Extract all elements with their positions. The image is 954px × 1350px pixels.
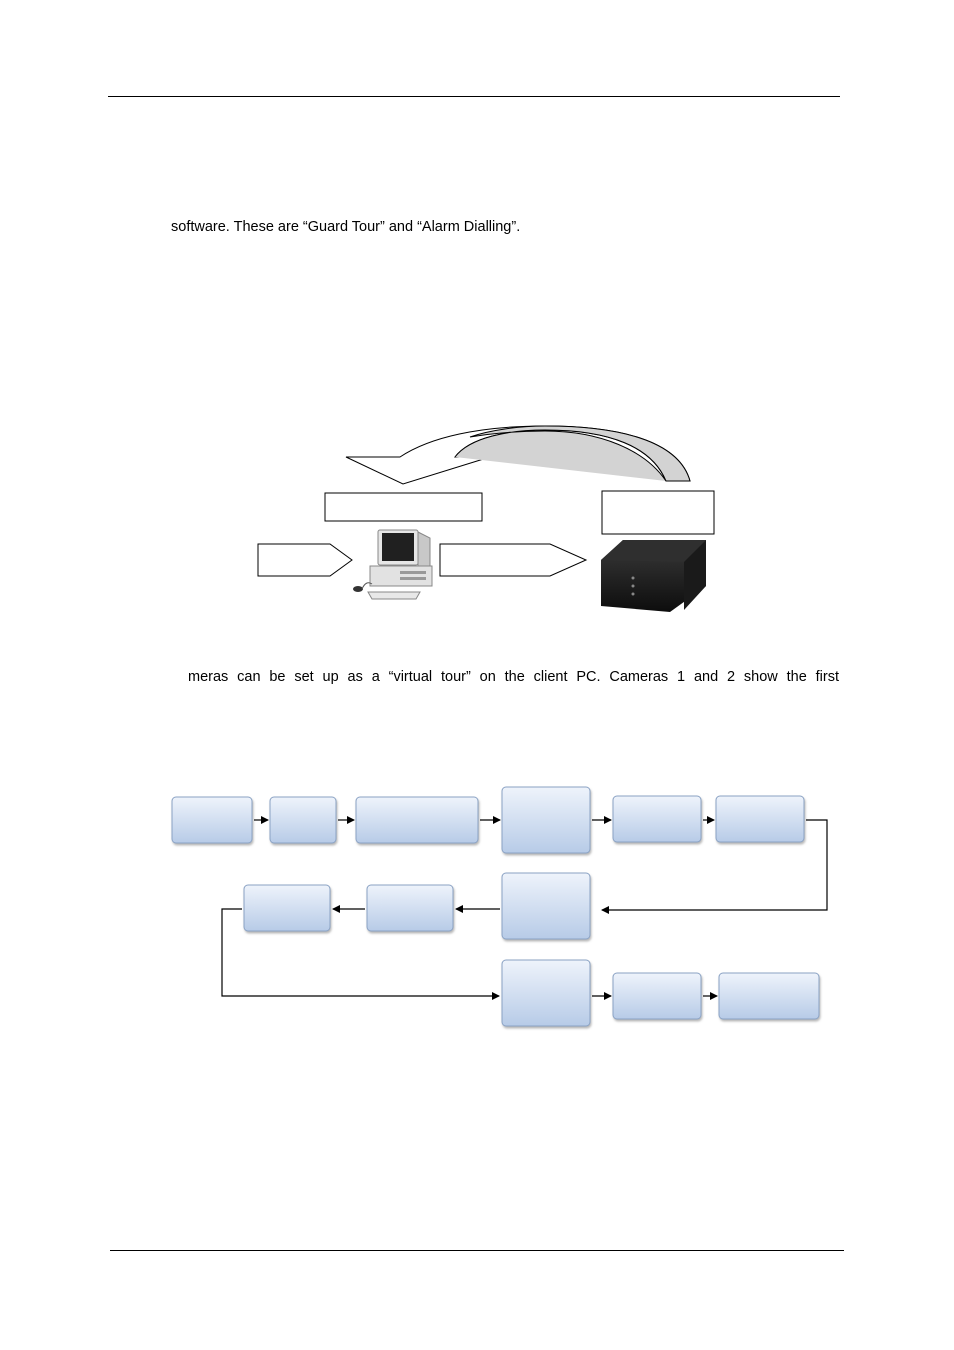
flow-box-4 [502, 787, 590, 853]
flow-box-6 [716, 796, 804, 842]
flow-box-7 [502, 873, 590, 939]
flow-box-12 [719, 973, 819, 1019]
flow-box-1 [172, 797, 252, 843]
flow-box-11 [613, 973, 701, 1019]
flow-box-9 [244, 885, 330, 931]
flow-box-3 [356, 797, 478, 843]
footer-rule [110, 1250, 844, 1251]
flow-box-8 [367, 885, 453, 931]
paragraph-2: meras can be set up as a “virtual tour” on the client PC. Cameras 1 and 2 show the first [188, 669, 839, 685]
paragraph-1: software. These are “Guard Tour” and “Alarm Dialling”. [171, 219, 521, 235]
flow-box-5 [613, 796, 701, 842]
flow-box-2 [270, 797, 336, 843]
flow-box-10 [502, 960, 590, 1026]
